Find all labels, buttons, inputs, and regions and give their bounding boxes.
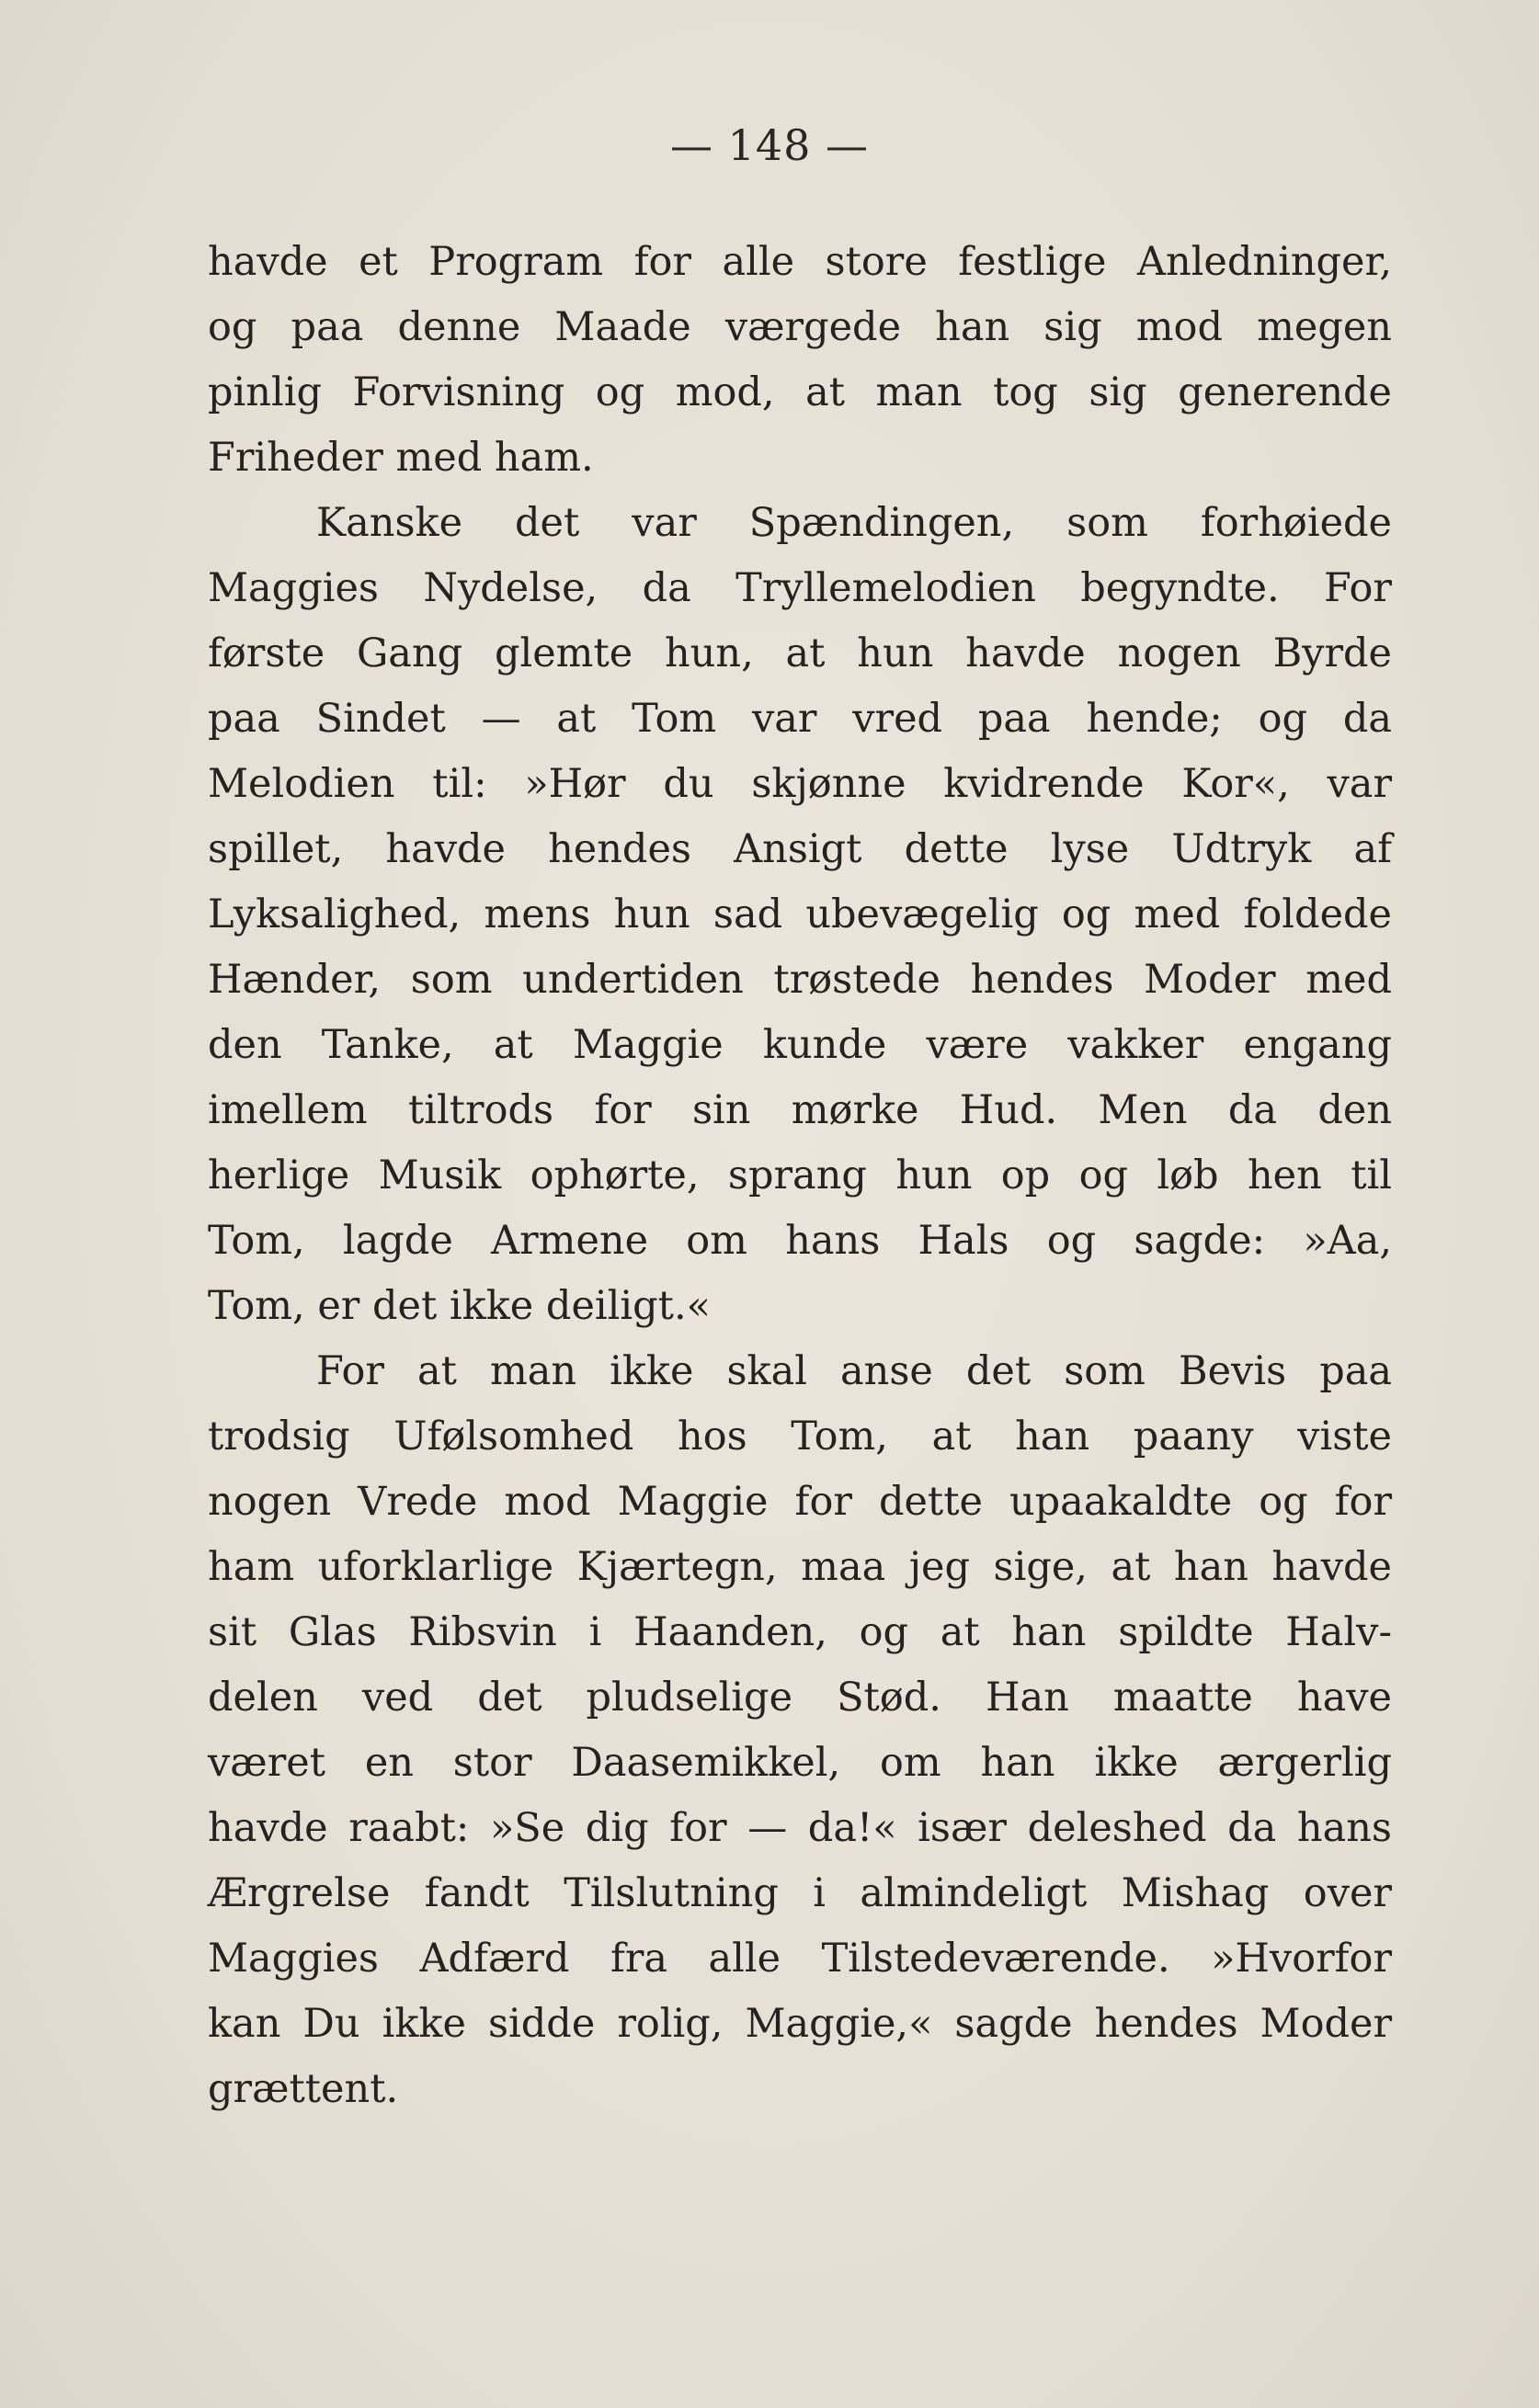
text-line: spillet, havde hendes Ansigt dette lyse Udtryk af xyxy=(208,826,1392,872)
text-line: første Gang glemte hun, at hun havde nogen Byrde xyxy=(208,630,1392,676)
paragraph-3 xyxy=(208,1339,1392,2122)
text-line: trodsig Ufølsomhed hos Tom, at han paany viste xyxy=(208,1414,1392,1460)
text-line: sit Glas Ribsvin i Haanden, og at han spildte Halv- xyxy=(208,1609,1392,1655)
text-line: og paa denne Maade værgede han sig mod megen xyxy=(208,304,1392,350)
page-number: — 148 — xyxy=(669,120,870,170)
text-line: kan Du ikke sidde rolig, Maggie,« sagde hendes Moder xyxy=(208,2001,1392,2047)
text-line: Kanske det var Spændingen, som forhøiede xyxy=(316,500,1392,546)
text-line: Maggies Adfærd fra alle Tilstedeværende. »Hvorfor xyxy=(208,1936,1392,1982)
text-line: grættent. xyxy=(208,2066,399,2112)
text-line: Tom, lagde Armene om hans Hals og sagde: »Aa, xyxy=(208,1218,1392,1264)
text-line: Friheder med ham. xyxy=(208,435,594,481)
text-line: Ærgrelse fandt Tilslutning i almindeligt Mishag over xyxy=(208,1870,1392,1916)
body-text xyxy=(208,230,1392,2122)
text-line: For at man ikke skal anse det som Bevis paa xyxy=(316,1348,1392,1394)
text-line: havde et Program for alle store festlige Anledninger, xyxy=(208,239,1392,285)
text-line: paa Sindet — at Tom var vred paa hende; og da xyxy=(208,696,1392,742)
text-line: den Tanke, at Maggie kunde være vakker engang xyxy=(208,1022,1392,1068)
paragraph-1 xyxy=(208,230,1392,491)
text-line: Melodien til: »Hør du skjønne kvidrende Kor«, var xyxy=(208,761,1392,807)
text-line: været en stor Daasemikkel, om han ikke ærgerlig xyxy=(208,1740,1392,1786)
text-line: nogen Vrede mod Maggie for dette upaakaldte og for xyxy=(208,1479,1392,1525)
text-line: Lyksalighed, mens hun sad ubevægelig og med foldede xyxy=(208,892,1392,937)
text-line: Tom, er det ikke deiligt.« xyxy=(208,1283,711,1329)
text-line: Maggies Nydelse, da Tryllemelodien begyndte. For xyxy=(208,565,1392,611)
text-line: imellem tiltrods for sin mørke Hud. Men da den xyxy=(208,1087,1392,1133)
text-line: Hænder, som undertiden trøstede hendes Moder med xyxy=(208,957,1392,1003)
paragraph-2 xyxy=(208,491,1392,1339)
text-line: herlige Musik ophørte, sprang hun op og løb hen til xyxy=(208,1153,1392,1198)
text-line: ham uforklarlige Kjærtegn, maa jeg sige, at han havde xyxy=(208,1544,1392,1590)
text-line: delen ved det pludselige Stød. Han maatte have xyxy=(208,1675,1392,1721)
text-line: pinlig Forvisning og mod, at man tog sig generende xyxy=(208,369,1392,415)
text-line: havde raabt: »Se dig for — da!« især deleshed da hans xyxy=(208,1805,1392,1851)
